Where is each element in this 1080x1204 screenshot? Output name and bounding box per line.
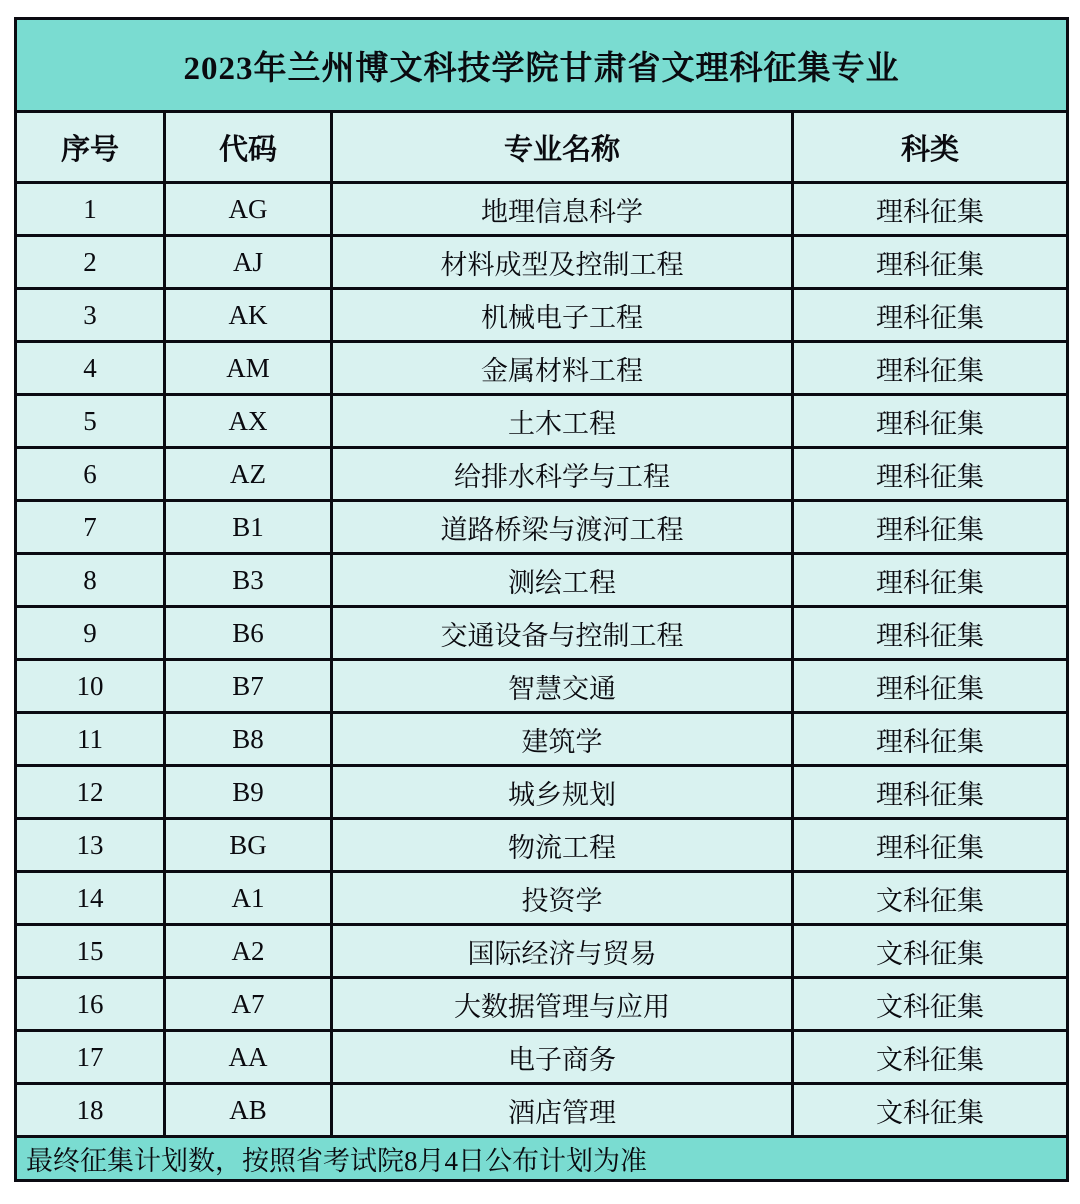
cell-category: 文科征集	[793, 978, 1068, 1031]
cell-major: 测绘工程	[332, 554, 793, 607]
cell-major: 道路桥梁与渡河工程	[332, 501, 793, 554]
cell-major: 国际经济与贸易	[332, 925, 793, 978]
cell-category: 理科征集	[793, 448, 1068, 501]
cell-no: 1	[16, 183, 165, 236]
cell-major: 给排水科学与工程	[332, 448, 793, 501]
cell-no: 2	[16, 236, 165, 289]
cell-code: B7	[165, 660, 332, 713]
cell-major: 材料成型及控制工程	[332, 236, 793, 289]
cell-major: 物流工程	[332, 819, 793, 872]
table-row	[16, 554, 1068, 607]
table-row	[16, 342, 1068, 395]
cell-major: 城乡规划	[332, 766, 793, 819]
cell-major: 地理信息科学	[332, 183, 793, 236]
header-row	[16, 112, 1068, 183]
cell-category: 理科征集	[793, 501, 1068, 554]
cell-category: 理科征集	[793, 395, 1068, 448]
table-row	[16, 713, 1068, 766]
cell-no: 7	[16, 501, 165, 554]
cell-no: 12	[16, 766, 165, 819]
table-body	[16, 19, 1068, 1181]
cell-code: AM	[165, 342, 332, 395]
cell-category: 理科征集	[793, 342, 1068, 395]
cell-category: 文科征集	[793, 925, 1068, 978]
cell-category: 理科征集	[793, 607, 1068, 660]
cell-no: 13	[16, 819, 165, 872]
recruitment-table	[14, 17, 1069, 1182]
table-row	[16, 819, 1068, 872]
table-row	[16, 236, 1068, 289]
table-row	[16, 395, 1068, 448]
cell-no: 6	[16, 448, 165, 501]
cell-code: AB	[165, 1084, 332, 1137]
table-row	[16, 1084, 1068, 1137]
cell-code: B6	[165, 607, 332, 660]
table-row	[16, 448, 1068, 501]
cell-code: B1	[165, 501, 332, 554]
cell-code: AG	[165, 183, 332, 236]
cell-code: AZ	[165, 448, 332, 501]
cell-no: 17	[16, 1031, 165, 1084]
footer-row	[16, 1137, 1068, 1181]
cell-category: 理科征集	[793, 713, 1068, 766]
cell-major: 交通设备与控制工程	[332, 607, 793, 660]
cell-category: 文科征集	[793, 1031, 1068, 1084]
column-header-code: 代码	[165, 112, 332, 183]
table-row	[16, 501, 1068, 554]
cell-no: 14	[16, 872, 165, 925]
cell-code: A7	[165, 978, 332, 1031]
cell-code: BG	[165, 819, 332, 872]
cell-major: 建筑学	[332, 713, 793, 766]
cell-major: 土木工程	[332, 395, 793, 448]
cell-code: AA	[165, 1031, 332, 1084]
table-row	[16, 766, 1068, 819]
cell-code: B8	[165, 713, 332, 766]
cell-major: 投资学	[332, 872, 793, 925]
column-header-major: 专业名称	[332, 112, 793, 183]
cell-category: 理科征集	[793, 554, 1068, 607]
table-row	[16, 978, 1068, 1031]
cell-no: 3	[16, 289, 165, 342]
cell-code: A2	[165, 925, 332, 978]
cell-no: 18	[16, 1084, 165, 1137]
cell-major: 大数据管理与应用	[332, 978, 793, 1031]
cell-major: 金属材料工程	[332, 342, 793, 395]
cell-category: 理科征集	[793, 819, 1068, 872]
page-title: 2023年兰州博文科技学院甘肃省文理科征集专业	[16, 19, 1068, 112]
table-row	[16, 289, 1068, 342]
cell-code: AK	[165, 289, 332, 342]
cell-category: 理科征集	[793, 236, 1068, 289]
cell-no: 4	[16, 342, 165, 395]
cell-major: 机械电子工程	[332, 289, 793, 342]
cell-category: 理科征集	[793, 660, 1068, 713]
cell-category: 文科征集	[793, 1084, 1068, 1137]
cell-major: 酒店管理	[332, 1084, 793, 1137]
cell-category: 理科征集	[793, 766, 1068, 819]
cell-category: 文科征集	[793, 872, 1068, 925]
cell-category: 理科征集	[793, 289, 1068, 342]
cell-no: 8	[16, 554, 165, 607]
cell-no: 9	[16, 607, 165, 660]
table-row	[16, 607, 1068, 660]
cell-no: 15	[16, 925, 165, 978]
cell-code: B3	[165, 554, 332, 607]
cell-code: B9	[165, 766, 332, 819]
cell-code: A1	[165, 872, 332, 925]
cell-major: 智慧交通	[332, 660, 793, 713]
cell-no: 5	[16, 395, 165, 448]
table-row	[16, 1031, 1068, 1084]
cell-code: AJ	[165, 236, 332, 289]
table-row	[16, 183, 1068, 236]
cell-code: AX	[165, 395, 332, 448]
table-row	[16, 925, 1068, 978]
cell-no: 16	[16, 978, 165, 1031]
cell-no: 11	[16, 713, 165, 766]
column-header-category: 科类	[793, 112, 1068, 183]
title-row	[16, 19, 1068, 112]
cell-major: 电子商务	[332, 1031, 793, 1084]
cell-category: 理科征集	[793, 183, 1068, 236]
column-header-no: 序号	[16, 112, 165, 183]
table-row	[16, 660, 1068, 713]
table-row	[16, 872, 1068, 925]
footer-note: 最终征集计划数，按照省考试院8月4日公布计划为准	[16, 1137, 1068, 1181]
cell-no: 10	[16, 660, 165, 713]
